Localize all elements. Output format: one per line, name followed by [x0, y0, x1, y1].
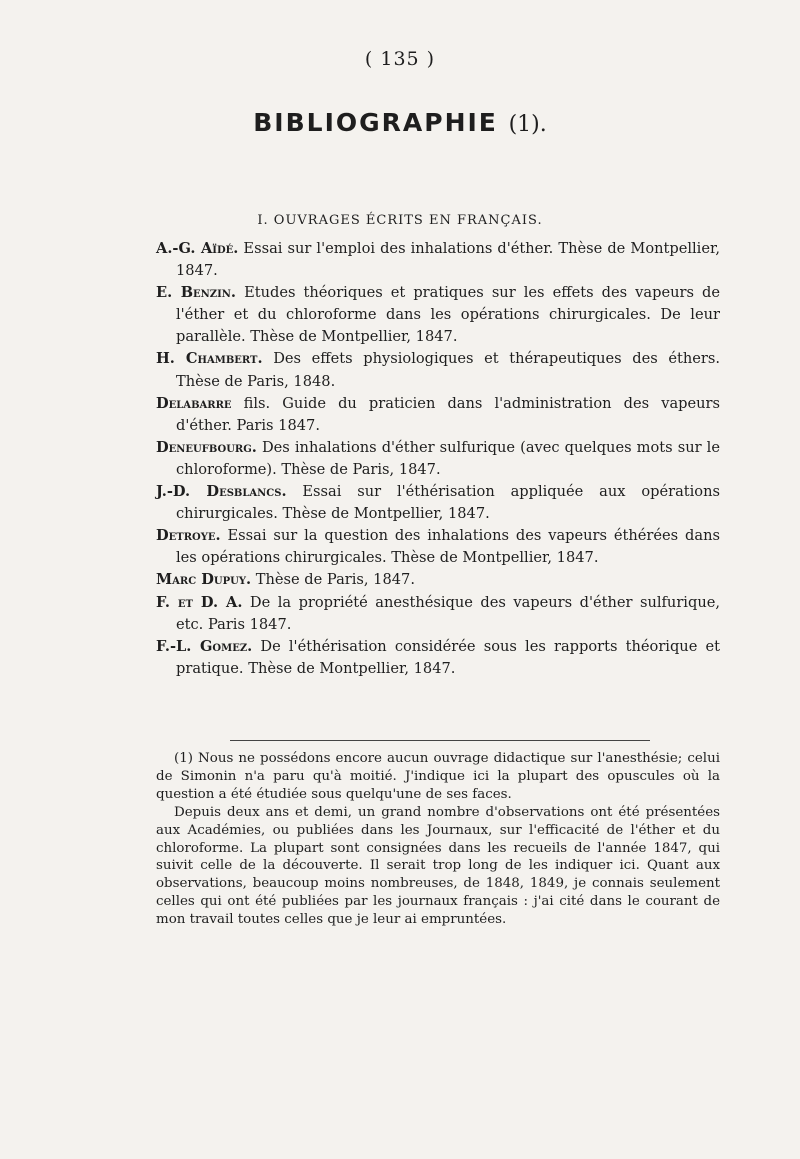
entry-author: Delabarre	[156, 394, 232, 412]
footnote-divider	[230, 740, 650, 741]
footnote-paragraph: (1) Nous ne possédons encore aucun ouvrage didactique sur l'anesthésie; celui de Simonin n'a paru qu'à moitié. J'indique ici la plupart des opuscules où la question a été étudiée sous quelqu'une de ses faces.	[156, 751, 720, 802]
entry-text: Essai sur la question des inhalations des vapeurs éthérées dans les opérations chirurgicales. Thèse de Montpellier, 1847.	[176, 527, 720, 567]
title-footnote-marker: (1).	[508, 112, 547, 137]
entry-text: fils. Guide du praticien dans l'administration des vapeurs d'éther. Paris 1847.	[176, 394, 720, 434]
entry-text: Essai sur l'éthérisation appliquée aux opérations chirurgicales. Thèse de Montpellier, 1847.	[176, 483, 720, 523]
footnote	[156, 750, 720, 929]
entry-author: A.-G. Aïdé.	[156, 240, 239, 257]
footnote-paragraph: Depuis deux ans et demi, un grand nombre d'observations ont été présentées aux Académies, ou publiées dans les Journaux, sur l'efficacité de l'éther et du chloroforme. La plupart sont consignées dans les recueils de l'année 1847, qui suivit celle de la découverte. Il serait trop long de les indiquer ici. Quant aux observations, beaucoup moins nombreuses, de 1848, 1849, je connais seulement celles qui ont été publiées par les journaux français : j'ai cité dans le courant de mon travail toutes celles que je leur ai empruntées.	[156, 804, 720, 928]
entry-text: De la propriété anesthésique des vapeurs d'éther sulfurique, etc. Paris 1847.	[176, 593, 720, 633]
bibliography-entry	[156, 437, 720, 481]
entry-author: E. Benzin.	[156, 284, 237, 302]
bibliography-entry	[156, 393, 720, 437]
bibliography-entry	[156, 636, 720, 680]
entry-author: Deneufbourg.	[156, 438, 257, 456]
entry-author: F.-L. Gomez.	[156, 637, 253, 655]
entry-author: H. Chambert.	[156, 350, 263, 368]
bibliography-list	[156, 238, 720, 680]
entry-text: Essai sur l'emploi des inhalations d'éther. Thèse de Montpellier, 1847.	[176, 240, 720, 280]
entry-author: J.-D. Desblancs.	[156, 483, 287, 501]
bibliography-entry	[156, 592, 720, 636]
entry-author: Detroye.	[156, 527, 221, 545]
bibliography-entry	[156, 238, 720, 282]
entry-text: Des effets physiologiques et thérapeutiques des éthers. Thèse de Paris, 1848.	[176, 350, 720, 390]
entry-text: De l'éthérisation considérée sous les rapports théorique et pratique. Thèse de Montpellier, 1847.	[176, 637, 721, 677]
entry-text: Des inhalations d'éther sulfurique (avec quelques mots sur le chloroforme). Thèse de Paris, 1847.	[176, 438, 720, 478]
page-number: ( 135 )	[364, 48, 436, 70]
title-text: BIBLIOGRAPHIE	[253, 108, 498, 137]
bibliography-entry	[156, 481, 720, 525]
bibliography-entry	[156, 348, 720, 392]
section-heading: I. OUVRAGES ÉCRITS EN FRANÇAIS.	[257, 213, 543, 228]
bibliography-entry	[156, 282, 720, 348]
entry-text: Etudes théoriques et pratiques sur les effets des vapeurs de l'éther et du chloroforme dans les opérations chirurgicales. De leur parallèle. Thèse de Montpellier, 1847.	[176, 284, 720, 346]
entry-text: Thèse de Paris, 1847.	[251, 571, 415, 589]
bibliography-entry	[156, 569, 720, 591]
bibliography-entry	[156, 525, 720, 569]
page-title	[0, 108, 800, 137]
entry-author: Marc Dupuy.	[156, 571, 252, 589]
entry-author: F. et D. A.	[156, 593, 243, 611]
